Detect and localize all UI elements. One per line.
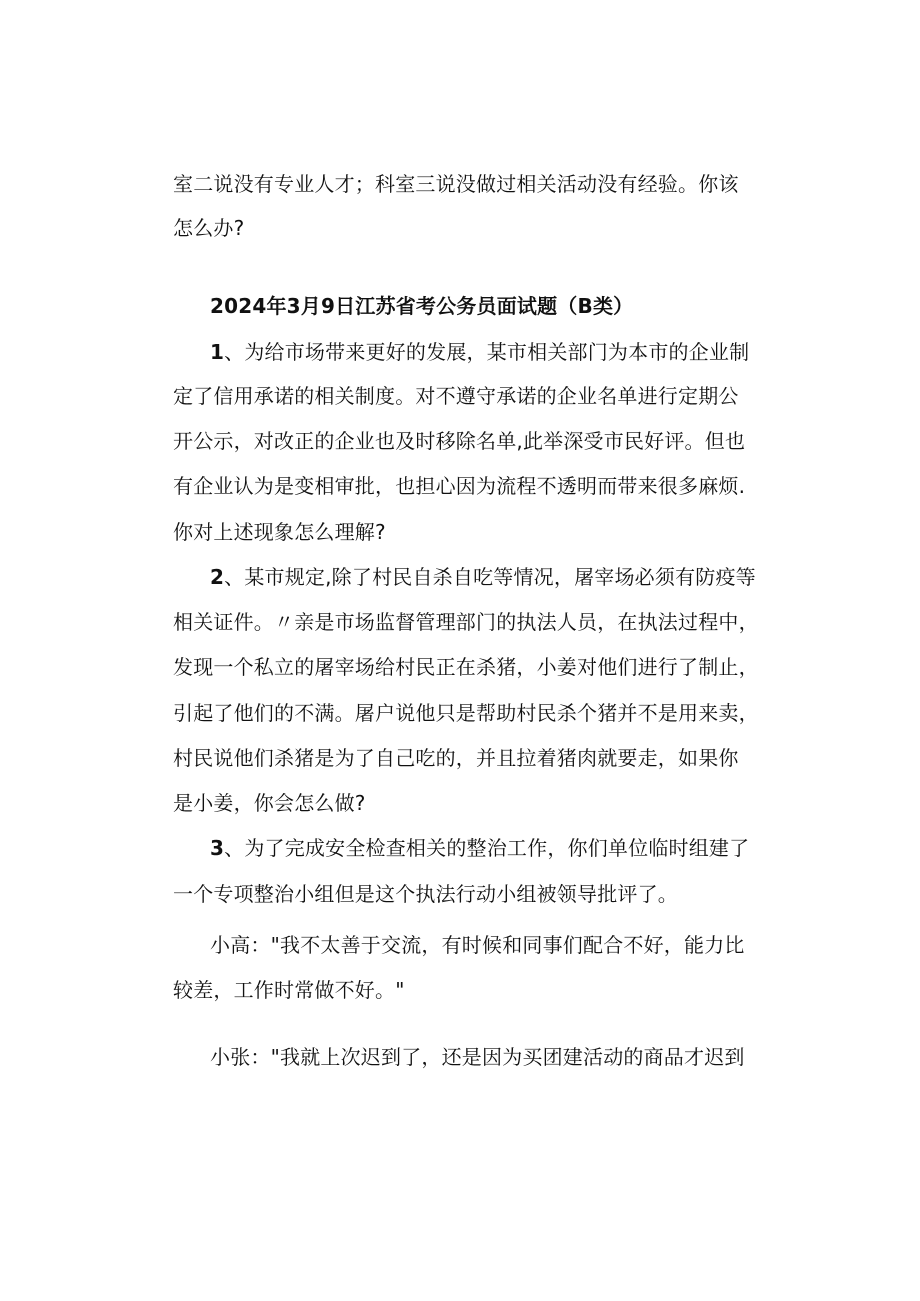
q3-line-1 xyxy=(210,834,790,862)
q3-line-2: 一个专项整治小组但是这个执法行动小组被领导批评了。 xyxy=(173,882,678,906)
q2-line-4: 引起了他们的不满。屠户说他只是帮助村民杀个猪并不是用来卖， xyxy=(173,701,759,725)
intro-line-2: 怎么办? xyxy=(173,216,245,240)
q1-line-1 xyxy=(210,338,790,366)
q2-number: 2 xyxy=(210,565,225,589)
q2-line-1 xyxy=(210,563,790,591)
q2-line-3: 发现一个私立的屠宰场给村民正在杀猪，小姜对他们进行了制止， xyxy=(173,655,759,679)
q1-line-3: 开公示，对改正的企业也及时移除名单,此举深受市民好评。但也 xyxy=(173,429,746,453)
q3-number: 3 xyxy=(210,836,225,860)
xiaogao-line-1: 小高："我不太善于交流，有时候和同事们配合不好，能力比 xyxy=(210,933,745,957)
q1-number: 1 xyxy=(210,340,225,364)
q3-text-1: 、为了完成安全检查相关的整治工作，你们单位临时组建了 xyxy=(224,836,750,860)
q1-text-1: 、为给市场带来更好的发展，某市相关部门为本市的企业制 xyxy=(224,340,750,364)
q2-line-6: 是小姜，你会怎么做? xyxy=(173,791,366,815)
q2-line-5: 村民说他们杀猪是为了自己吃的，并且拉着猪肉就要走，如果你 xyxy=(173,746,739,770)
xiaogao-line-2: 较差，工作时常做不好。" xyxy=(173,978,405,1002)
q1-line-5: 你对上述现象怎么理解? xyxy=(173,520,386,544)
q2-line-2: 相关证件。〃亲是市场监督管理部门的执法人员，在执法过程中， xyxy=(173,610,759,634)
q2-text-1: 、某市规定,除了村民自杀自吃等情况，屠宰场必须有防疫等 xyxy=(224,565,756,589)
section-title: 2024年3月9日江苏省考公务员面试题（B类） xyxy=(210,294,634,318)
q1-line-4: 有企业认为是变相审批，也担心因为流程不透明而带来很多麻烦. xyxy=(173,474,746,498)
intro-line-1: 室二说没有专业人才；科室三说没做过相关活动没有经验。你该 xyxy=(173,172,739,196)
xiaozhang-line-1: 小张："我就上次迟到了，还是因为买团建活动的商品才迟到 xyxy=(210,1045,745,1069)
q1-line-2: 定了信用承诺的相关制度。对不遵守承诺的企业名单进行定期公 xyxy=(173,384,739,408)
